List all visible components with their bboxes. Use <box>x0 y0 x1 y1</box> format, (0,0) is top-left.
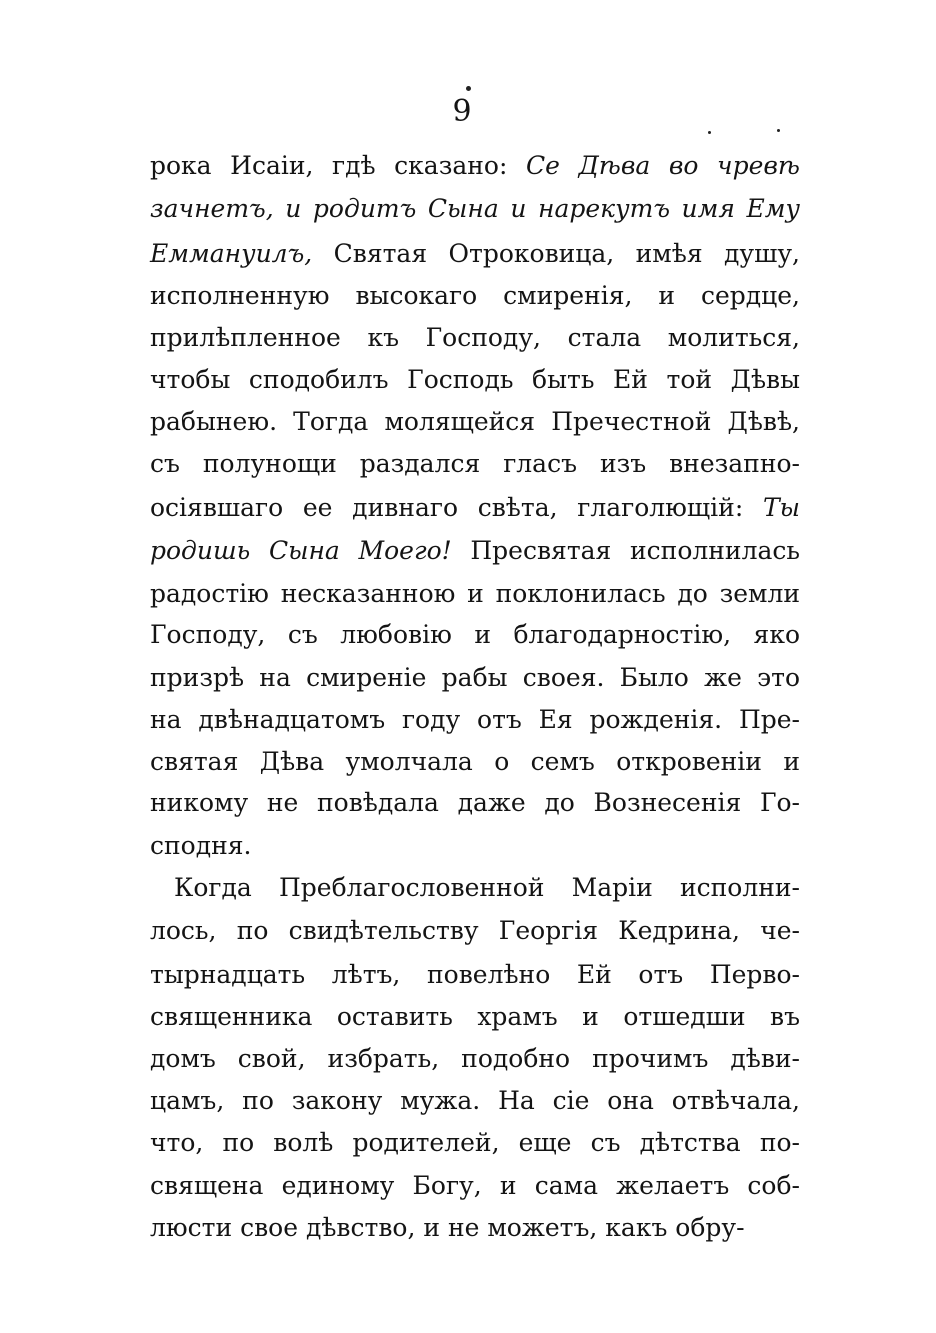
text-line <box>150 486 800 530</box>
text-line <box>150 866 800 910</box>
text-line <box>150 656 800 700</box>
text-segment: цамъ, по закону мужа. На сіе она отвѣчала, <box>150 1086 800 1115</box>
text-line <box>150 442 800 486</box>
text-line <box>150 187 800 231</box>
text-line <box>150 953 800 997</box>
text-segment: зачнетъ, и родитъ Сына и нарекутъ имя Ему <box>150 194 800 223</box>
text-segment: Пресвятая исполнилась <box>451 536 800 565</box>
text-line <box>150 400 800 444</box>
text-segment: лось, по свидѣтельству Георгія Кедрина, че- <box>150 916 800 945</box>
ink-speck <box>708 131 711 134</box>
text-line <box>150 1079 800 1123</box>
text-line <box>150 1121 800 1165</box>
text-segment: святая Дѣва умолчала о семъ откровеніи и <box>150 747 800 776</box>
text-segment: священника оставить храмъ и отшедши въ <box>150 1002 800 1031</box>
text-segment: Когда Преблагословенной Маріи исполни- <box>174 873 800 902</box>
text-segment: Ты <box>762 493 800 522</box>
text-segment: Святая Отроковица, имѣя душу, <box>312 239 800 268</box>
text-line <box>150 358 800 402</box>
text-segment: чтобы сподобилъ Господь быть Ей той Дѣвы <box>150 365 800 394</box>
text-line <box>150 824 800 868</box>
text-segment: съ полунощи раздался гласъ изъ внезапно- <box>150 449 800 478</box>
text-segment: Се Дѣва во чревѣ <box>525 151 800 180</box>
text-segment: рабынею. Тогда молящейся Пречестной Дѣвѣ, <box>150 407 800 436</box>
text-segment: радостію несказанною и поклонилась до земли <box>150 579 800 608</box>
text-segment: призрѣ на смиреніе рабы своея. Было же это <box>150 663 800 692</box>
text-segment: что, по волѣ родителей, еще съ дѣтства по- <box>150 1128 800 1157</box>
text-line <box>150 995 800 1039</box>
text-line <box>150 144 800 188</box>
text-segment: Еммануилъ, <box>150 239 313 268</box>
text-segment: домъ свой, избрать, подобно прочимъ дѣви- <box>150 1044 800 1073</box>
text-segment: никому не повѣдала даже до Вознесенія Го- <box>150 788 800 817</box>
ink-speck <box>466 86 471 91</box>
text-segment: тырнадцать лѣтъ, повелѣно Ей отъ Перво- <box>150 960 800 989</box>
text-line <box>150 316 800 360</box>
text-segment: осіявшаго ее дивнаго свѣта, глаголющій: <box>150 493 763 522</box>
text-segment: священа единому Богу, и сама желаетъ соб- <box>150 1171 800 1200</box>
text-line <box>150 613 800 657</box>
text-segment: люсти свое дѣвство, и не можетъ, какъ обру- <box>150 1213 745 1242</box>
text-line <box>150 1037 800 1081</box>
text-line <box>150 274 800 318</box>
text-segment: исполненную высокаго смиренія, и сердце, <box>150 281 800 310</box>
text-line <box>150 781 800 825</box>
text-line <box>150 232 800 276</box>
text-segment: прилѣпленное къ Господу, стала молиться, <box>150 323 800 352</box>
text-segment: родишь Сына Моего! <box>150 536 452 565</box>
text-line <box>150 572 800 616</box>
text-line <box>150 698 800 742</box>
text-line <box>150 1206 800 1250</box>
page-number: 9 <box>452 94 472 129</box>
ink-speck <box>777 129 780 132</box>
text-segment: Господу, съ любовію и благодарностію, яко <box>150 620 800 649</box>
text-segment: сподня. <box>150 831 252 860</box>
text-segment: на двѣнадцатомъ году отъ Ея рожденія. Пре- <box>150 705 800 734</box>
text-line <box>150 529 800 573</box>
text-line <box>150 740 800 784</box>
text-line <box>150 1164 800 1208</box>
text-segment: рока Исаіи, гдѣ сказано: <box>150 151 526 180</box>
text-line <box>150 909 800 953</box>
